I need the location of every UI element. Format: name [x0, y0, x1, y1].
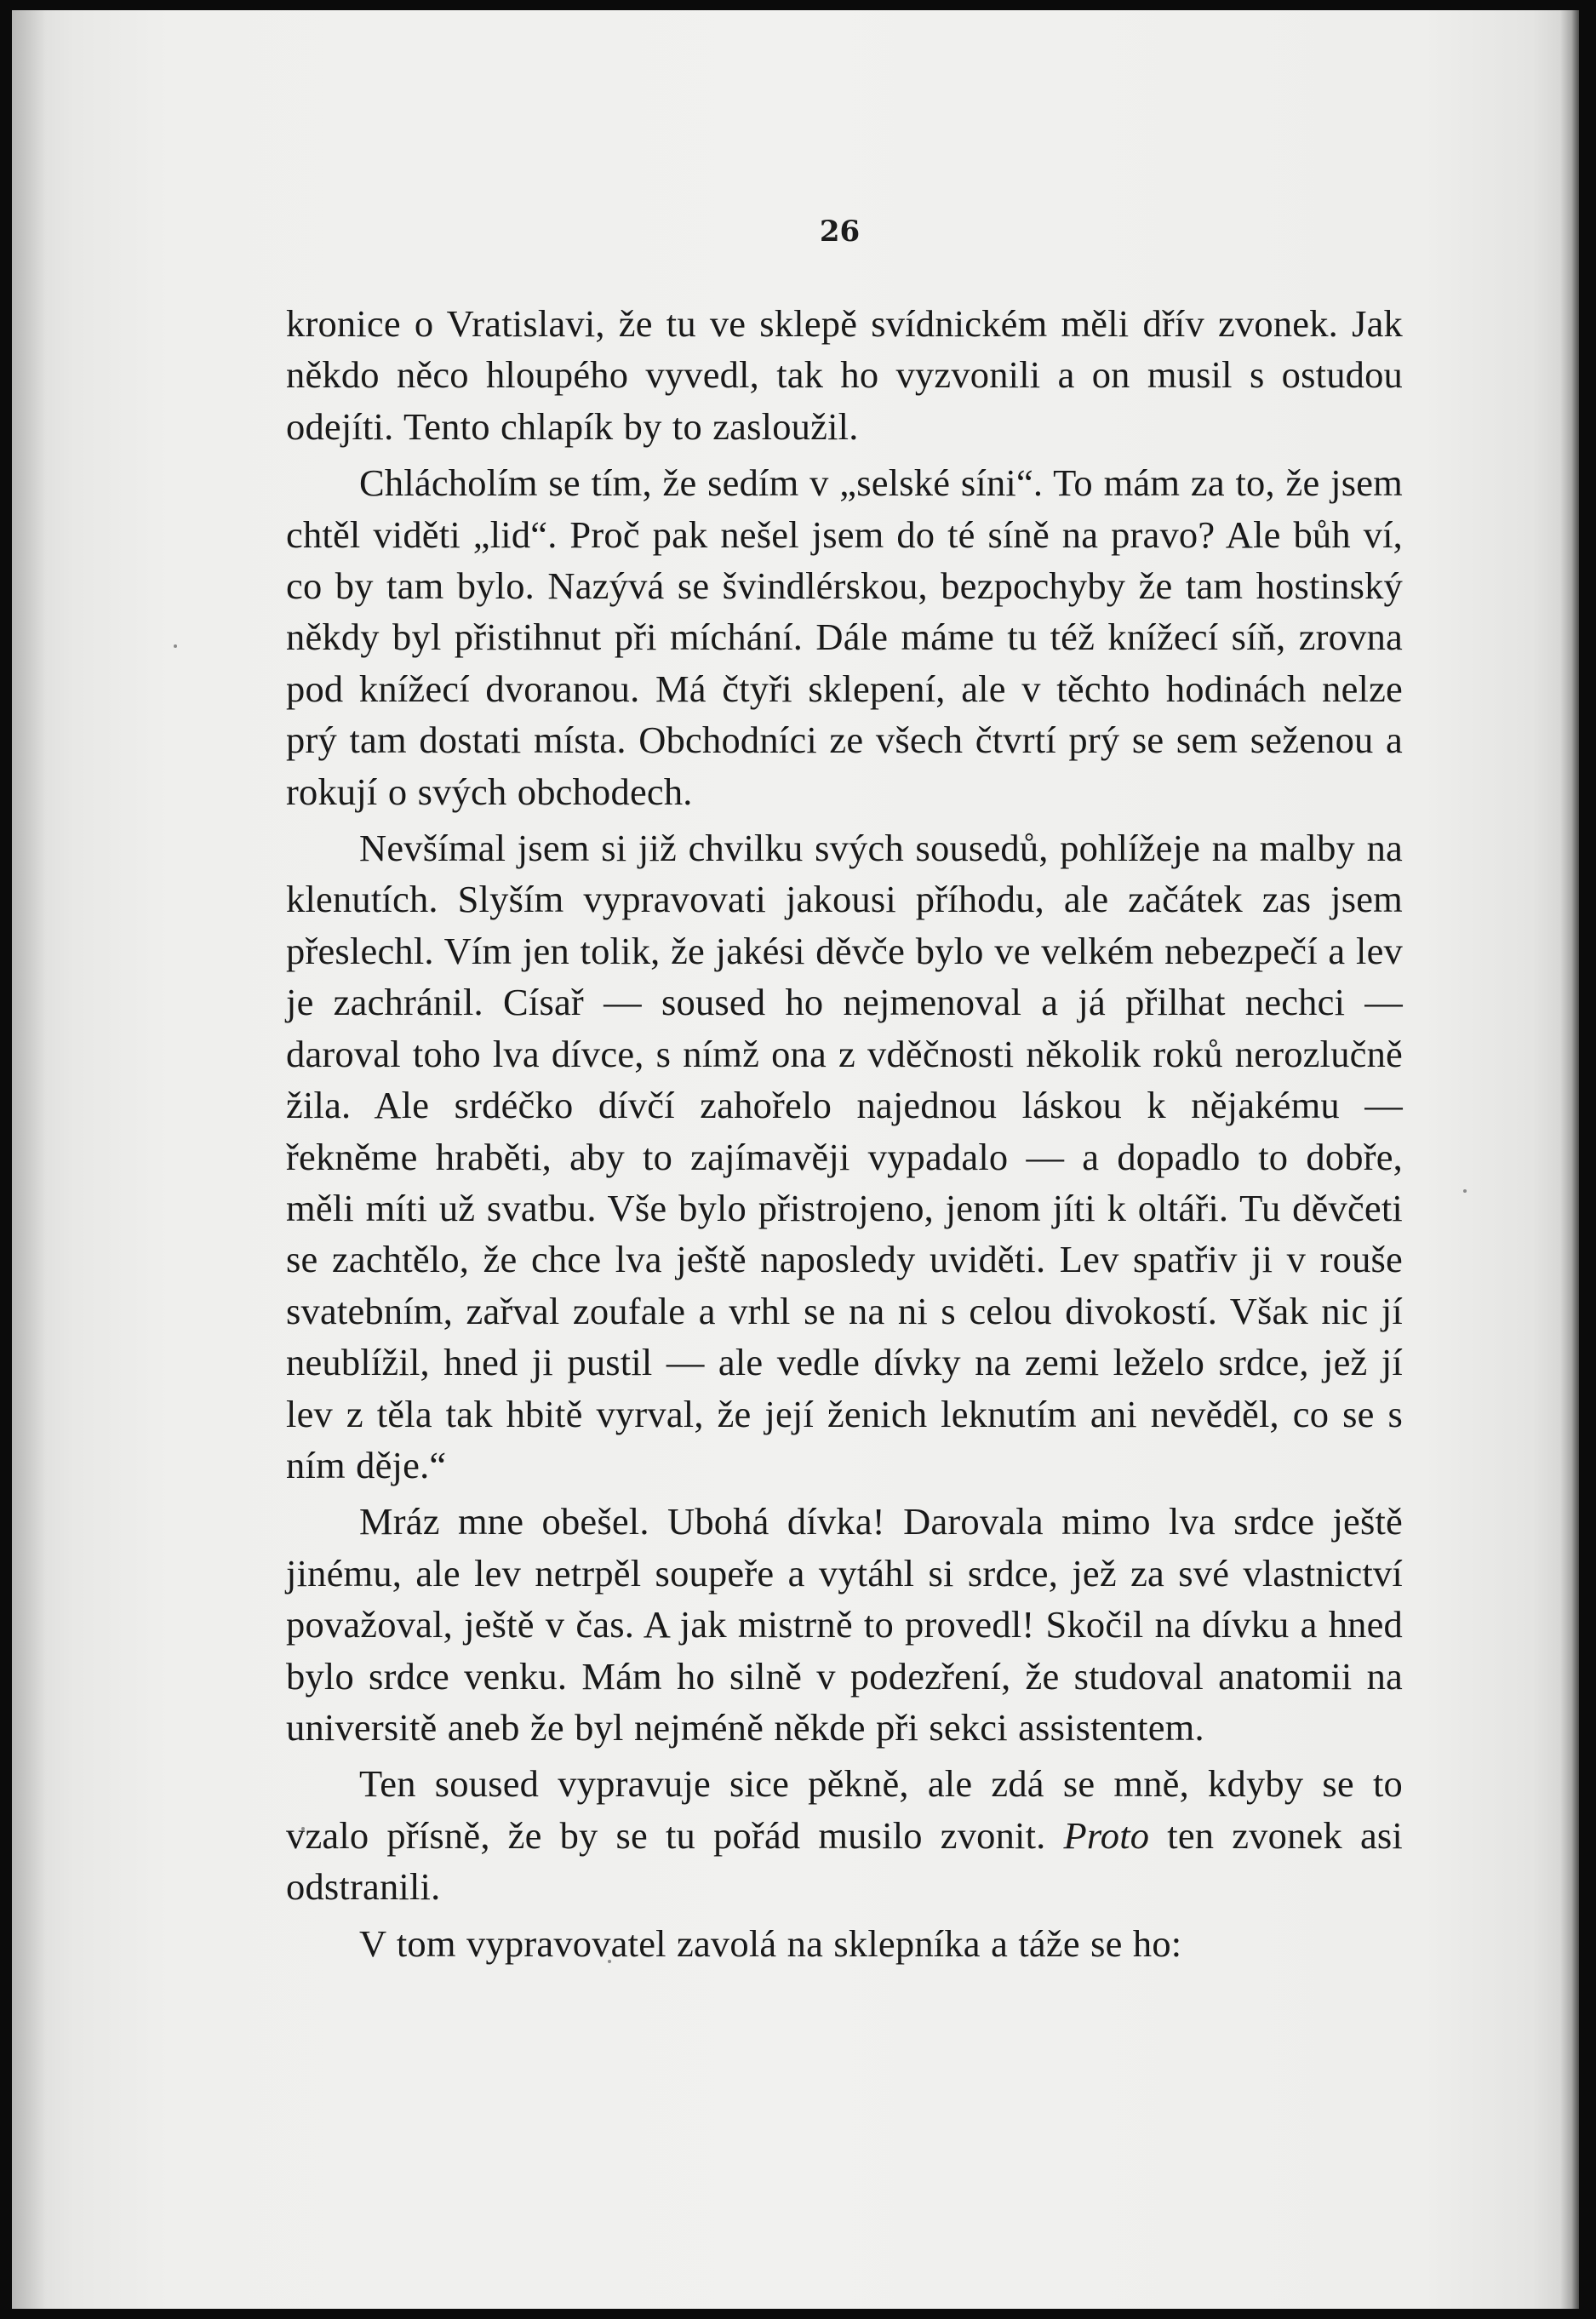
- paper-speck: [1463, 1189, 1467, 1193]
- paragraph-3: Nevšímal jsem si již chvilku svých sousedů, pohlížeje na malby na klenutích. Slyším vypravovati jakousi příhodu, ale začátek zas jsem přeslechl. Vím jen tolik, že jakési děvče bylo ve velkém nebezpečí a lev je zachránil. Císař — soused ho nejmenoval a já přilhat nechci — daroval toho lva dívce, s nímž ona z vděčnosti několik roků nerozlučně žila. Ale srdéčko dívčí zahořelo najednou láskou k nějakému — řekněme hraběti, aby to zajímavěji vypadalo — a dopadlo to dobře, měli míti už svatbu. Vše bylo přistrojeno, jenom jíti k oltáři. Tu děvčeti se zachtělo, že chce lva ještě naposledy uviděti. Lev spatřiv ji v rouše svatebním, zařval zoufale a vrhl se na ni s celou divokostí. Však nic jí neublížil, hned ji pustil — ale vedle dívky na zemi leželo srdce, jež jí lev z těla tak hbitě vyrval, že její ženich leknutím ani nevěděl, co se s ním děje.“: [286, 827, 1403, 1486]
- page-shadow-right: [1560, 10, 1579, 2309]
- page-shadow-left: [12, 10, 46, 2309]
- paragraph-4: Mráz mne obešel. Ubohá dívka! Darovala mimo lva srdce ještě jinému, ale lev netrpěl soupeře a vytáhl si srdce, jež za své vlastnictví považoval, ještě v čas. A jak mistrně to provedl! Skočil na dívku a hned bylo srdce venku. Mám ho silně v podezření, že studoval anatomii na universitě aneb že byl nejméně někde při sekci assistentem.: [286, 1500, 1403, 1749]
- paragraph-1: kronice o Vratislavi, že tu ve sklepě svídnickém měli dřív zvonek. Jak někdo něco hloupého vyvedl, tak ho vyzvonili a on musil s ostudou odejíti. Tento chlapík by to zasloužil.: [286, 302, 1403, 448]
- page-number: 26: [819, 215, 861, 249]
- paragraph-5-emphasis: Proto: [1063, 1813, 1150, 1857]
- body-text: [286, 298, 1403, 1973]
- paragraph-2: Chlácholím se tím, že sedím v „selské síni“. To mám za to, že jsem chtěl viděti „lid“. Proč pak nešel jsem do té síně na pravo? Ale bůh ví, co by tam bylo. Nazývá se švindlérskou, bezpochyby že tam hostinský někdy byl přistihnut při míchání. Dále máme tu též knížecí síň, zrovna pod knížecí dvoranou. Má čtyři sklepení, ale v těchto hodinách nelze prý tam dostati místa. Obchodníci ze všech čtvrtí prý se sem seženou a rokují o svých obchodech.: [286, 461, 1403, 813]
- paragraph-6: V tom vypravovatel zavolá na sklepníka a táže se ho:: [359, 1921, 1182, 1965]
- paper-speck: [174, 644, 177, 648]
- paragraph-5: [286, 1758, 1403, 1912]
- book-page: [12, 10, 1579, 2309]
- paragraph-5-text-after: ten zvonek asi odstranili.: [286, 1813, 1403, 1909]
- paragraph-5-text-before: Ten soused vypravuje sice pěkně, ale zdá se mně, kdyby se to vzalo přísně, že by se tu pořád musilo zvonit.: [286, 1762, 1403, 1857]
